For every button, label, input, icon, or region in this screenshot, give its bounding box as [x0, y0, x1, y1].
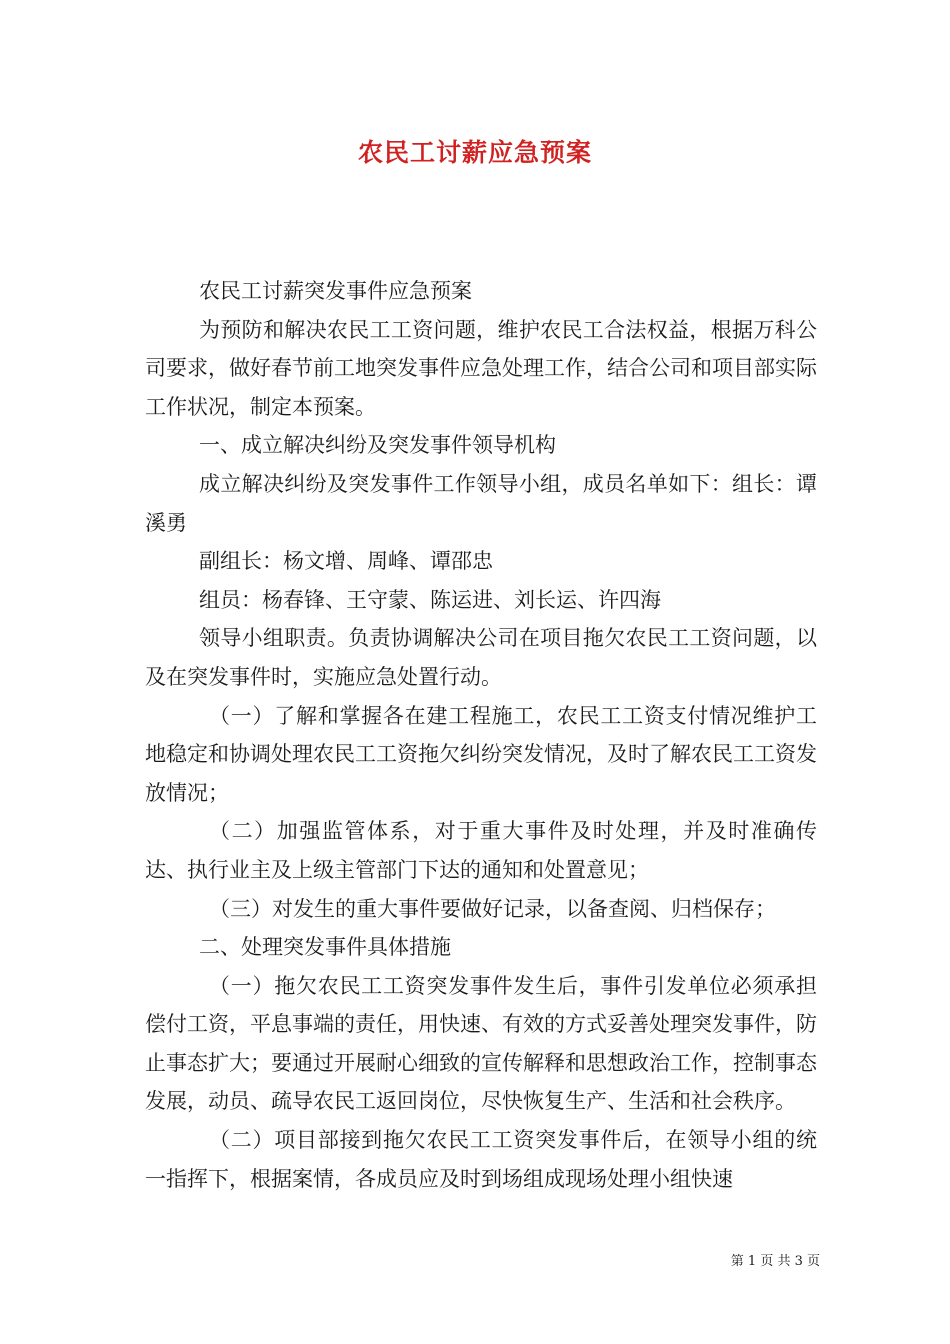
- paragraph: 农民工讨薪突发事件应急预案: [199, 279, 472, 303]
- paragraph: 一、成立解决纠纷及突发事件领导机构: [199, 433, 556, 458]
- list-item: （二）加强监管体系，对于重大事件及时处理，并及时准确传达、执行业主及上级主管部门下达的通知和处置意见；: [145, 819, 817, 882]
- paragraph: 为预防和解决农民工工资问题，维护农民工合法权益，根据万科公司要求，做好春节前工地突发事件应急处理工作，结合公司和项目部实际工作状况，制定本预案。: [145, 317, 817, 419]
- paragraph: 成立解决纠纷及突发事件工作领导小组，成员名单如下：组长：谭溪勇: [145, 471, 817, 535]
- list-item: （一）了解和掌握各在建工程施工，农民工工资支付情况维护工地稳定和协调处理农民工工资拖欠纠纷突发情况，及时了解农民工工资发放情况；: [145, 703, 817, 805]
- list-item: （一）拖欠农民工工资突发事件发生后，事件引发单位必须承担偿付工资，平息事端的责任，用快速、有效的方式妥善处理突发事件，防止事态扩大；要通过开展耐心细致的宣传解释和思想政治工作，控制事态发展，动员、疏导农民工返回岗位，尽快恢复生产、生活和社会秩序。: [145, 973, 817, 1114]
- paragraph: 组员：杨春锋、王守蒙、陈运进、刘长运、许四海: [199, 587, 661, 612]
- document-body: [145, 272, 817, 1198]
- paragraph: 二、处理突发事件具体措施: [199, 935, 451, 960]
- list-item: （二）项目部接到拖欠农民工工资突发事件后，在领导小组的统一指挥下，根据案情，各成员应及时到场组成现场处理小组快速: [145, 1128, 817, 1191]
- page-number: 第 1 页 共 3 页: [730, 1254, 820, 1269]
- document-title: 农民工讨薪应急预案: [357, 138, 592, 167]
- paragraph: 领导小组职责。负责协调解决公司在项目拖欠农民工工资问题，以及在突发事件时，实施应急处置行动。: [145, 626, 817, 689]
- list-item: （三）对发生的重大事件要做好记录，以备查阅、归档保存；: [209, 896, 776, 921]
- page-footer: [0, 1250, 820, 1269]
- paragraph: 副组长：杨文增、周峰、谭邵忠: [199, 549, 493, 574]
